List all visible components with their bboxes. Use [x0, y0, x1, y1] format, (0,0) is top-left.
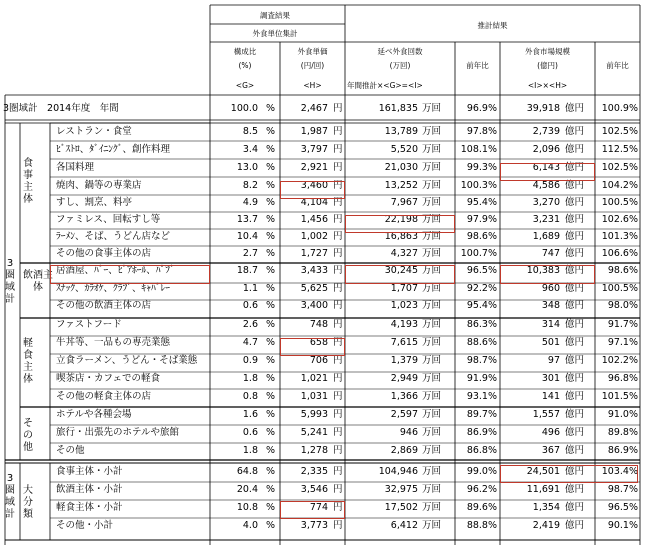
- subtotal-count-unit: 万回: [422, 520, 442, 531]
- row-yoy2: 112.5%: [601, 144, 638, 155]
- row-count: 7,615: [390, 337, 418, 348]
- row-market: 367: [541, 445, 560, 456]
- row-market: 2,096: [532, 144, 560, 155]
- row-price-unit: 円: [333, 355, 343, 366]
- row-price: 1,021: [300, 373, 328, 384]
- row-price-unit: 円: [333, 300, 343, 311]
- row-price-unit: 円: [333, 283, 343, 294]
- header-survey: 調査結果: [260, 11, 290, 20]
- row-market: 314: [541, 319, 560, 330]
- row-count-unit: 万回: [422, 162, 442, 173]
- row-count-unit: 万回: [422, 265, 442, 276]
- row-market-unit: 億円: [565, 391, 585, 402]
- row-yoy2: 104.2%: [601, 180, 638, 191]
- row-market-unit: 億円: [565, 197, 585, 208]
- header-per-meal: 外食単位集計: [252, 29, 298, 38]
- row-price: 3,797: [300, 144, 328, 155]
- subtotal-yoy1: 99.0%: [466, 466, 497, 477]
- row-name: すし、割烹、料亭: [56, 197, 133, 208]
- row-market-unit: 億円: [565, 319, 585, 330]
- subtotal-yoy2: 98.7%: [607, 484, 638, 495]
- row-yoy1: 93.1%: [466, 391, 497, 402]
- row-yoy2: 91.0%: [607, 409, 638, 420]
- row-count: 2,949: [390, 373, 418, 384]
- row-name: ホテルや各種会場: [56, 409, 132, 420]
- row-ratio: 8.2: [242, 180, 258, 191]
- row-market: 4,586: [532, 180, 560, 191]
- total-price-unit: 円: [333, 103, 343, 114]
- subtotal-count-unit: 万回: [422, 502, 442, 513]
- row-market: 2,739: [532, 126, 560, 137]
- row-count: 16,863: [384, 231, 418, 242]
- row-market-unit: 億円: [565, 214, 585, 225]
- row-count-unit: 万回: [422, 319, 442, 330]
- subtotal-market-unit: 億円: [565, 520, 585, 531]
- col-ratio-unit: (%): [238, 61, 252, 70]
- row-count-unit: 万回: [422, 409, 442, 420]
- subtotal-market: 11,691: [526, 484, 560, 495]
- row-count: 1,366: [390, 391, 418, 402]
- row-market: 747: [541, 248, 560, 259]
- subtotal-price-unit: 円: [333, 466, 343, 477]
- row-ratio: 0.6: [242, 427, 258, 438]
- highlight-market-izakaya: [500, 265, 595, 284]
- row-price: 5,625: [300, 283, 328, 294]
- row-name: 牛丼等、一品もの専売業態: [56, 337, 171, 348]
- row-market-unit: 億円: [565, 231, 585, 242]
- row-yoy2: 102.5%: [601, 162, 638, 173]
- row-ratio: 2.6: [242, 319, 258, 330]
- row-ratio: 13.0: [236, 162, 258, 173]
- row-ratio-unit: %: [266, 144, 276, 155]
- row-ratio-unit: %: [266, 445, 276, 456]
- row-yoy1: 89.7%: [466, 409, 497, 420]
- row-count: 2,597: [390, 409, 418, 420]
- row-ratio-unit: %: [266, 248, 276, 259]
- subtotal-ratio-unit: %: [266, 502, 276, 513]
- row-market: 97: [547, 355, 560, 366]
- row-price-unit: 円: [333, 248, 343, 259]
- total-row-label: 3圏域計 2014年度 年間: [3, 103, 119, 114]
- subtotal-yoy1: 89.6%: [466, 502, 497, 513]
- row-yoy2: 102.6%: [601, 214, 638, 225]
- row-count: 13,252: [384, 180, 418, 191]
- row-count-unit: 万回: [422, 283, 442, 294]
- row-market: 141: [541, 391, 560, 402]
- row-yoy1: 88.6%: [466, 337, 497, 348]
- row-count-unit: 万回: [422, 373, 442, 384]
- region-label: 3圏域計: [5, 258, 15, 305]
- col-count-header: 延べ外食回数: [377, 47, 423, 56]
- subtotal-market: 2,419: [532, 520, 560, 531]
- row-market-unit: 億円: [565, 445, 585, 456]
- col-yoy1-header: 前年比: [466, 61, 489, 70]
- group-label-food: 食事主体: [23, 158, 33, 205]
- row-yoy2: 100.5%: [601, 197, 638, 208]
- row-ratio: 3.4: [242, 144, 258, 155]
- row-ratio: 4.9: [242, 197, 258, 208]
- row-price-unit: 円: [333, 409, 343, 420]
- subtotal-price-unit: 円: [333, 502, 343, 513]
- row-name: 喫茶店・カフェでの軽食: [56, 373, 161, 384]
- row-market: 1,689: [532, 231, 560, 242]
- row-ratio-unit: %: [266, 126, 276, 137]
- row-ratio-unit: %: [266, 355, 276, 366]
- subtotal-market-unit: 億円: [565, 484, 585, 495]
- total-price: 2,467: [300, 103, 328, 114]
- row-market: 3,231: [532, 214, 560, 225]
- subtotal-ratio-unit: %: [266, 466, 276, 477]
- row-yoy1: 92.2%: [466, 283, 497, 294]
- row-yoy1: 86.8%: [466, 445, 497, 456]
- row-price: 706: [309, 355, 328, 366]
- subtotal-price: 774: [309, 502, 328, 513]
- row-price-unit: 円: [333, 391, 343, 402]
- row-yoy2: 100.5%: [601, 283, 638, 294]
- row-yoy2: 101.5%: [601, 391, 638, 402]
- subtotal-ratio-unit: %: [266, 484, 276, 495]
- row-name: 旅行・出張先のホテルや旅館: [56, 427, 180, 438]
- row-name: その他の軽食主体の店: [56, 391, 152, 402]
- row-count: 30,245: [384, 265, 418, 276]
- row-market-unit: 億円: [565, 300, 585, 311]
- col-price-tag: <H>: [303, 81, 322, 90]
- row-price: 748: [309, 319, 328, 330]
- row-name: その他の飲酒主体の店: [56, 300, 152, 311]
- row-price-unit: 円: [333, 427, 343, 438]
- row-market-unit: 億円: [565, 409, 585, 420]
- highlight-price-gyudon: [280, 338, 345, 356]
- row-ratio: 18.7: [236, 265, 258, 276]
- row-price-unit: 円: [333, 319, 343, 330]
- row-ratio: 13.7: [236, 214, 258, 225]
- row-ratio-unit: %: [266, 300, 276, 311]
- row-yoy1: 95.4%: [466, 197, 497, 208]
- row-yoy2: 102.2%: [601, 355, 638, 366]
- row-yoy2: 97.1%: [607, 337, 638, 348]
- row-price-unit: 円: [333, 373, 343, 384]
- group-label-other: その他: [23, 418, 33, 453]
- row-ratio: 2.7: [242, 248, 258, 259]
- row-count-unit: 万回: [422, 337, 442, 348]
- row-market-unit: 億円: [565, 248, 585, 259]
- row-price: 658: [309, 337, 328, 348]
- row-market: 1,557: [532, 409, 560, 420]
- subtotal-yoy1: 88.8%: [466, 520, 497, 531]
- row-count: 4,327: [390, 248, 418, 259]
- subtotal-yoy2: 103.4%: [601, 466, 638, 477]
- row-count-unit: 万回: [422, 300, 442, 311]
- subtotal-count-unit: 万回: [422, 484, 442, 495]
- col-count-unit: (万回): [389, 61, 411, 70]
- row-count: 21,030: [384, 162, 418, 173]
- row-price: 1,031: [300, 391, 328, 402]
- row-count: 1,023: [390, 300, 418, 311]
- row-market-unit: 億円: [565, 162, 585, 173]
- row-count-unit: 万回: [422, 445, 442, 456]
- row-ratio-unit: %: [266, 162, 276, 173]
- row-yoy2: 91.7%: [607, 319, 638, 330]
- row-name: ﾋﾞｽﾄﾛ、ﾀﾞｲﾆﾝｸﾞ、創作料理: [56, 144, 171, 155]
- row-ratio: 0.8: [242, 391, 258, 402]
- row-name: 焼肉、鍋等の専業店: [56, 180, 142, 191]
- row-price-unit: 円: [333, 445, 343, 456]
- col-price-unit: (円/回): [300, 61, 325, 70]
- row-ratio: 1.6: [242, 409, 258, 420]
- row-price-unit: 円: [333, 144, 343, 155]
- row-ratio-unit: %: [266, 180, 276, 191]
- row-ratio-unit: %: [266, 409, 276, 420]
- row-count-unit: 万回: [422, 214, 442, 225]
- row-count: 5,520: [390, 144, 418, 155]
- row-yoy2: 102.5%: [601, 126, 638, 137]
- row-price: 5,993: [300, 409, 328, 420]
- row-market: 348: [541, 300, 560, 311]
- row-price: 4,104: [300, 197, 328, 208]
- row-market-unit: 億円: [565, 373, 585, 384]
- row-ratio-unit: %: [266, 391, 276, 402]
- row-name: ファストフード: [56, 319, 122, 330]
- row-yoy1: 95.4%: [466, 300, 497, 311]
- row-ratio-unit: %: [266, 283, 276, 294]
- row-price-unit: 円: [333, 162, 343, 173]
- row-price: 5,241: [300, 427, 328, 438]
- total-yoy1: 96.9%: [466, 103, 497, 114]
- subtotal-market: 24,501: [526, 466, 560, 477]
- row-count-unit: 万回: [422, 197, 442, 208]
- row-name: ﾗｰﾒﾝ、そば、うどん店など: [56, 231, 171, 242]
- row-price-unit: 円: [333, 126, 343, 137]
- subtotal-price-unit: 円: [333, 520, 343, 531]
- total-market-unit: 億円: [565, 103, 585, 114]
- row-ratio-unit: %: [266, 265, 276, 276]
- row-count: 13,789: [384, 126, 418, 137]
- row-yoy2: 89.8%: [607, 427, 638, 438]
- subtotal-count: 104,946: [378, 466, 418, 477]
- subtotal-count: 17,502: [384, 502, 418, 513]
- row-ratio-unit: %: [266, 427, 276, 438]
- row-market-unit: 億円: [565, 355, 585, 366]
- row-yoy2: 101.3%: [601, 231, 638, 242]
- row-price: 1,456: [300, 214, 328, 225]
- row-market: 960: [541, 283, 560, 294]
- row-ratio-unit: %: [266, 197, 276, 208]
- row-count: 1,379: [390, 355, 418, 366]
- row-ratio: 1.8: [242, 373, 258, 384]
- subtotal-name: 食事主体・小計: [56, 466, 123, 477]
- row-market-unit: 億円: [565, 283, 585, 294]
- row-yoy2: 98.0%: [607, 300, 638, 311]
- total-count-unit: 万回: [422, 103, 442, 114]
- row-count-unit: 万回: [422, 180, 442, 191]
- row-yoy1: 99.3%: [466, 162, 497, 173]
- row-market: 496: [541, 427, 560, 438]
- row-yoy1: 108.1%: [460, 144, 497, 155]
- subtotal-ratio: 64.8: [236, 466, 258, 477]
- highlight-price-yakiniku: [280, 181, 345, 199]
- subtotal-ratio: 10.8: [236, 502, 258, 513]
- row-market-unit: 億円: [565, 144, 585, 155]
- row-yoy1: 97.8%: [466, 126, 497, 137]
- row-ratio: 1.1: [242, 283, 258, 294]
- row-count-unit: 万回: [422, 355, 442, 366]
- subtotal-market: 1,354: [532, 502, 560, 513]
- row-count-unit: 万回: [422, 248, 442, 259]
- bottom-group-label: 大分類: [23, 485, 33, 520]
- row-count: 2,869: [390, 445, 418, 456]
- row-yoy2: 86.9%: [607, 445, 638, 456]
- highlight-count-famires: [345, 215, 455, 233]
- subtotal-ratio-unit: %: [266, 520, 276, 531]
- row-count: 7,967: [390, 197, 418, 208]
- highlight-market-intl: [500, 163, 595, 181]
- row-market-unit: 億円: [565, 180, 585, 191]
- row-yoy1: 98.7%: [466, 355, 497, 366]
- row-market: 10,383: [526, 265, 560, 276]
- row-price: 3,400: [300, 300, 328, 311]
- highlight-izakaya-row: [50, 265, 210, 284]
- subtotal-yoy2: 96.5%: [607, 502, 638, 513]
- row-count-unit: 万回: [422, 126, 442, 137]
- row-price: 3,460: [300, 180, 328, 191]
- row-price-unit: 円: [333, 214, 343, 225]
- subtotal-name: 飲酒主体・小計: [56, 484, 123, 495]
- row-market: 3,270: [532, 197, 560, 208]
- subtotal-price: 3,546: [300, 484, 328, 495]
- row-price: 1,278: [300, 445, 328, 456]
- row-ratio-unit: %: [266, 319, 276, 330]
- row-market: 6,143: [532, 162, 560, 173]
- row-yoy1: 97.9%: [466, 214, 497, 225]
- highlight-sub-light-price: [280, 501, 345, 519]
- row-price: 1,727: [300, 248, 328, 259]
- row-name: 各国料理: [56, 162, 95, 173]
- subtotal-market-unit: 億円: [565, 502, 585, 513]
- row-yoy1: 100.3%: [460, 180, 497, 191]
- row-yoy2: 106.6%: [601, 248, 638, 259]
- row-count: 4,193: [390, 319, 418, 330]
- total-ratio-unit: %: [266, 103, 276, 114]
- row-market: 501: [541, 337, 560, 348]
- total-count: 161,835: [378, 103, 418, 114]
- row-ratio: 10.4: [236, 231, 258, 242]
- row-count-unit: 万回: [422, 144, 442, 155]
- subtotal-count: 6,412: [390, 520, 418, 531]
- col-market-unit: (億円): [537, 61, 558, 70]
- col-ratio-header: 構成比: [233, 47, 257, 56]
- highlight-count-izakaya: [345, 265, 455, 284]
- row-market: 301: [541, 373, 560, 384]
- row-yoy1: 100.7%: [460, 248, 497, 259]
- total-yoy2: 100.9%: [601, 103, 638, 114]
- row-price-unit: 円: [333, 231, 343, 242]
- subtotal-yoy2: 90.1%: [607, 520, 638, 531]
- row-ratio: 0.6: [242, 300, 258, 311]
- subtotal-ratio: 4.0: [242, 520, 258, 531]
- row-ratio-unit: %: [266, 231, 276, 242]
- total-ratio: 100.0: [230, 103, 258, 114]
- col-price-header: 外食単価: [297, 47, 328, 56]
- col-count-note: 年間推計×<G>=<I>: [347, 81, 423, 90]
- row-count: 946: [399, 427, 418, 438]
- col-market-header: 外食市場規模: [525, 47, 570, 56]
- subtotal-count-unit: 万回: [422, 466, 442, 477]
- row-name: レストラン・食堂: [56, 126, 132, 137]
- row-yoy1: 86.9%: [466, 427, 497, 438]
- row-count-unit: 万回: [422, 391, 442, 402]
- row-price-unit: 円: [333, 337, 343, 348]
- subtotal-price: 2,335: [300, 466, 328, 477]
- subtotal-market-unit: 億円: [565, 466, 585, 477]
- row-market-unit: 億円: [565, 337, 585, 348]
- row-count-unit: 万回: [422, 427, 442, 438]
- row-name: ファミレス、回転すし等: [56, 214, 161, 225]
- row-price-unit: 円: [333, 265, 343, 276]
- total-market: 39,918: [526, 103, 560, 114]
- subtotal-name: その他・小計: [56, 520, 114, 531]
- row-price: 1,987: [300, 126, 328, 137]
- row-name: その他: [56, 445, 85, 456]
- row-price-unit: 円: [333, 197, 343, 208]
- row-market-unit: 億円: [565, 126, 585, 137]
- row-yoy1: 96.5%: [466, 265, 497, 276]
- header-estimate: 推計結果: [477, 21, 508, 30]
- row-name: 立食ラーメン、うどん・そば業態: [56, 355, 198, 366]
- row-name: その他の食事主体の店: [56, 248, 152, 259]
- row-ratio: 0.9: [242, 355, 258, 366]
- col-market-tag: <I>×<H>: [527, 81, 568, 90]
- highlight-sub-food-market: [500, 465, 638, 483]
- subtotal-ratio: 20.4: [236, 484, 258, 495]
- row-ratio: 8.5: [242, 126, 258, 137]
- subtotal-yoy1: 96.2%: [466, 484, 497, 495]
- row-name: ｽﾅｯｸ、ｶﾗｵｹ、ｸﾗﾌﾞ、ｷｬﾊﾞﾚｰ: [56, 283, 171, 294]
- row-count: 1,707: [390, 283, 418, 294]
- subtotal-price-unit: 円: [333, 484, 343, 495]
- row-count: 22,198: [384, 214, 418, 225]
- col-ratio-tag: <G>: [235, 81, 255, 90]
- row-yoy2: 98.6%: [607, 265, 638, 276]
- row-yoy1: 86.3%: [466, 319, 497, 330]
- row-ratio: 4.7: [242, 337, 258, 348]
- row-yoy1: 98.6%: [466, 231, 497, 242]
- col-yoy2-header: 前年比: [606, 61, 629, 70]
- subtotal-count: 32,975: [384, 484, 418, 495]
- group-label-light: 軽食主体: [23, 338, 33, 385]
- row-ratio-unit: %: [266, 337, 276, 348]
- row-ratio-unit: %: [266, 373, 276, 384]
- row-name: 居酒屋、ﾊﾞｰ、ﾋﾞｱﾎｰﾙ、ﾊﾟﾌﾞ: [56, 265, 175, 276]
- row-count-unit: 万回: [422, 231, 442, 242]
- row-market-unit: 億円: [565, 427, 585, 438]
- row-yoy2: 96.8%: [607, 373, 638, 384]
- subtotal-price: 3,773: [300, 520, 328, 531]
- row-price-unit: 円: [333, 180, 343, 191]
- group-label-drink-text: 飲酒主体: [23, 270, 53, 293]
- bottom-region-label: 3圏域計: [5, 473, 15, 520]
- row-ratio: 1.8: [242, 445, 258, 456]
- row-ratio-unit: %: [266, 214, 276, 225]
- row-price: 3,433: [300, 265, 328, 276]
- row-price: 1,002: [300, 231, 328, 242]
- row-market-unit: 億円: [565, 265, 585, 276]
- row-yoy1: 91.9%: [466, 373, 497, 384]
- row-price: 2,921: [300, 162, 328, 173]
- subtotal-name: 軽食主体・小計: [56, 502, 123, 513]
